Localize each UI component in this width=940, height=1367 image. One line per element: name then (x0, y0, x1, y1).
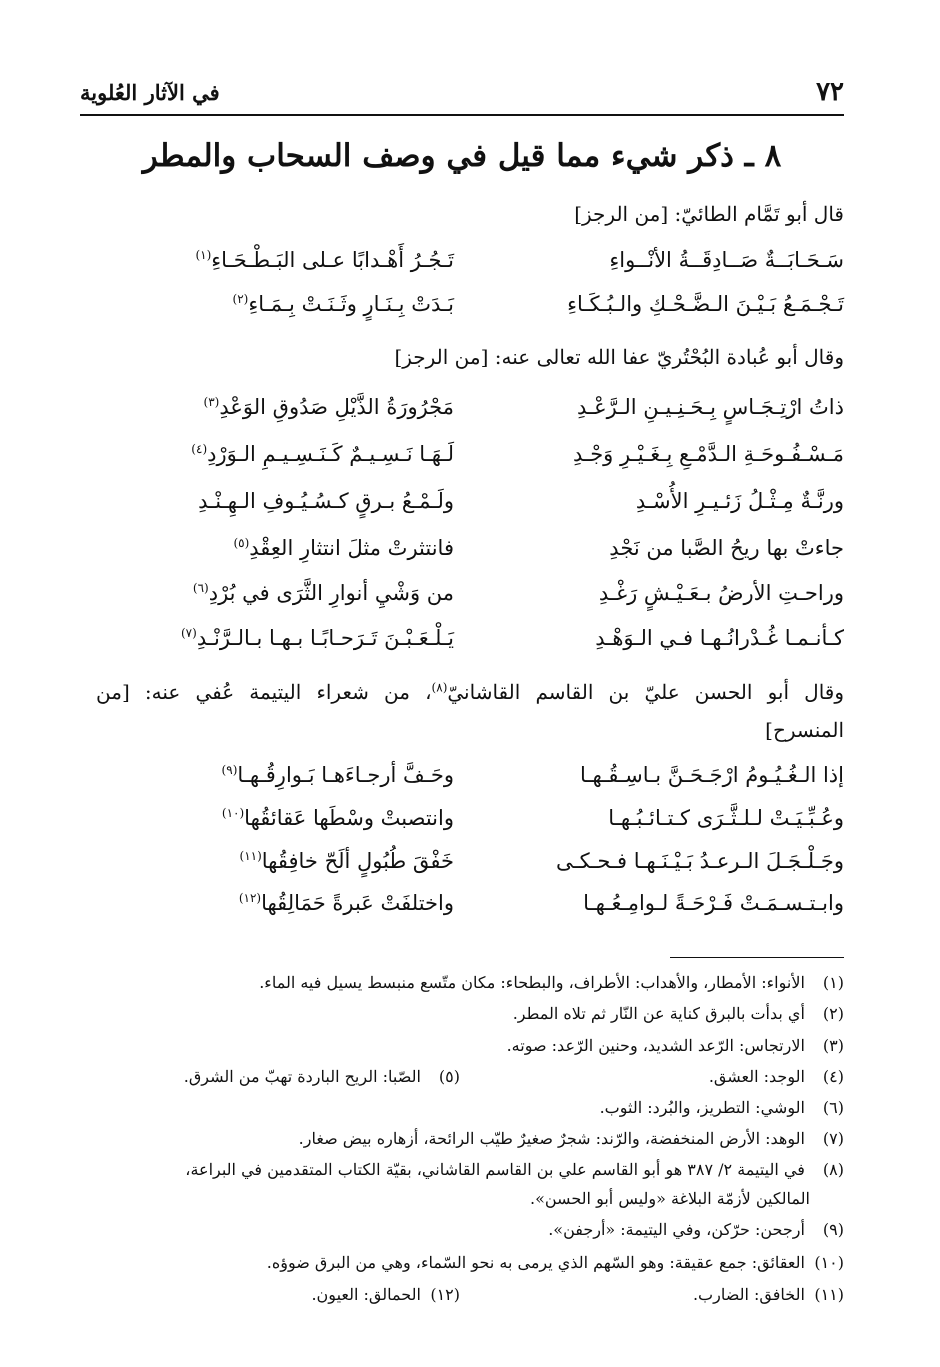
footnote-text: الأنواء: الأمطار، والأهداب: الأطراف، والبطحاء: مكان متّسع منبسط يسيل فيه الماء. (259, 973, 805, 992)
intro-buhturi: وقال أبو عُبادة البُحْتُريّ عفا الله تعالى عنه: [من الرجز] (394, 345, 844, 369)
footnote (70, 1067, 844, 1086)
section-title: ٨ ـ ذكر شيء مما قيل في وصف السحاب والمطر (142, 138, 782, 174)
footnote-number: (٨) (822, 1160, 844, 1179)
footnote-number: (٥) (438, 1067, 460, 1086)
verse (155, 626, 844, 666)
footnote (70, 1036, 844, 1055)
footnote-text: العقائق: جمع عقيقة: وهو السّهم الذي يرمى به نحو السّماء، وهي من البرق ضوؤه. (266, 1253, 805, 1272)
footnote-text: الخافق: الضارب. (692, 1285, 805, 1304)
running-title: في الآثار العُلوية (80, 79, 220, 105)
verse-first-hemistich: وجَـلْـجَـلَ الـرعـدُ بَـيْـنَـهـا فـحـكـى (555, 849, 844, 873)
footnote (70, 1004, 844, 1023)
footnote-text: أي بدأت بالبرق كناية عن النّار ثم تلاه المطر. (512, 1004, 805, 1023)
footnote (70, 1129, 844, 1148)
footnote-ref: (٨) (431, 680, 448, 695)
verse-second-hemistich: ولَـمْـعُ بـرقٍ كـسُـيُـوفِ الـهِـنْـدِ (198, 489, 454, 513)
intro-qashani-line2: المنسرح] (765, 718, 844, 742)
verse (155, 248, 844, 288)
verse-first-hemistich: جاءتْ بها ريحُ الصَّبا من نَجْدِ (609, 536, 844, 560)
footnote-ref: (٥) (233, 536, 250, 550)
intro-qashani (96, 680, 844, 704)
verse-second-hemistich: وحَـفَّ أرجـاءَهـا بَـوارِقُـهـا (237, 763, 454, 787)
footnote-separator (670, 957, 844, 958)
footnote-text: الارتجاس: الرّعد الشديد، وحنين الرّعد: صوته. (506, 1036, 805, 1055)
verse-second-hemistich: خَفْقَ طُبُولٍ ألَحّ خافِقُها (261, 849, 454, 873)
verse-first-hemistich: ذاتُ ارْتِـجَـاسٍ بِـحَـنِـيـنِ الـرَّعْـدِ (576, 395, 844, 419)
verse-first-hemistich: وعُـبِّـيَـتْ لـلـثَّـرَى كـتـائـبُـهـا (608, 806, 844, 830)
footnote-text: الحمالق: العيون. (311, 1285, 421, 1304)
verse-first-hemistich: تَـجْـمَـعُ بَـيْـنَ الـضَّـحْـكِ والـبُـكَـاءِ (567, 292, 844, 316)
footnote (70, 1160, 844, 1179)
footnote-ref: (٦) (192, 581, 209, 595)
verse-second-hemistich: وانتصبتْ وسْطَها عَقائقُها (244, 806, 454, 830)
page-number: ٧٢ (816, 77, 844, 107)
footnote-ref: (١١) (239, 849, 262, 863)
footnote-ref: (١٢) (238, 891, 262, 905)
footnote (70, 1098, 844, 1117)
footnote-ref: (٧) (180, 626, 197, 640)
intro-abu-tammam: قال أبو تَمَّام الطائيّ: [من الرجز] (574, 202, 844, 226)
verse-first-hemistich: وراحـتِ الأرضُ بـعَـيْـشٍ رَغْـدِ (598, 581, 844, 605)
footnote-ref: (١) (195, 248, 212, 262)
intro-text: وقال أبو الحسن عليّ بن القاسم القاشانيّ (447, 680, 845, 704)
footnote-ref: (١٠) (221, 806, 245, 820)
footnote (70, 1220, 844, 1239)
verse (155, 581, 844, 621)
verse-first-hemistich: سَـحَـابَــةٌ صَــادِقَــةُ الأنْــواءِ (609, 248, 844, 272)
footnote-number: (٢) (822, 1004, 844, 1023)
footnote-ref: (٣) (203, 395, 220, 409)
footnote-number: (٩) (822, 1220, 844, 1239)
footnote-number: (٣) (822, 1036, 844, 1055)
footnote-ref: (٩) (221, 763, 238, 777)
footnote (70, 1253, 844, 1272)
footnote-inline (184, 1067, 460, 1086)
footnote-number: (١٢) (430, 1285, 460, 1304)
verse (155, 442, 844, 482)
footnote-number: (٤) (822, 1067, 844, 1086)
footnote-ref: (٢) (232, 292, 249, 306)
verse (155, 891, 844, 931)
verse-second-hemistich: بَـدَتْ بِـنَـارٍ وثَـنَـتْ بِـمَـاءِ (248, 292, 454, 316)
footnote-text: الصّبا: الريح الباردة تهبّ من الشرق. (183, 1067, 421, 1086)
verse-first-hemistich: إذا الـغُـيُـومُ ارْجَـحَـنَّ بـاسِـقُـهـا (579, 763, 844, 787)
footnote-continuation: المالكين لأزمّة البلاغة «وليس أبو الحسن». (530, 1189, 810, 1208)
footnote-inline (311, 1285, 460, 1304)
intro-text-continued: ، من شعراء اليتيمة عُفي عنه: [من (96, 680, 432, 704)
footnote-number: (١٠) (814, 1253, 844, 1272)
verse (155, 395, 844, 435)
verse (155, 849, 844, 889)
footnote-text: الوجد: العشق. (708, 1067, 805, 1086)
verse-second-hemistich: تَـجُـرُ أَهْـدابًا عـلى البَـطْـحَـاءِ (211, 248, 454, 272)
verse-second-hemistich: من وَشْيِ أنوارِ الثَّرَى في بُرْدِ (208, 581, 454, 605)
footnote-number: (٦) (822, 1098, 844, 1117)
verse-first-hemistich: كـأنـمـا غُـدْرانُـهـا فـي الـوَهْـدِ (595, 626, 844, 650)
verse (155, 806, 844, 846)
verse (155, 292, 844, 332)
footnote-text: أرجحن: حرّكن، وفي اليتيمة: «أرجفن». (548, 1220, 805, 1239)
footnote-text: الوهد: الأرض المنخفضة، والرّند: شجرٌ صغيرٌ طيّب الرائحة، أزهاره بيض صغار. (298, 1129, 805, 1148)
footnote (70, 973, 844, 992)
verse-second-hemistich: مَجْرُورَةُ الذَّيْلِ صَدُوقِ الوَعْدِ (219, 395, 454, 419)
footnote-number: (١١) (814, 1285, 844, 1304)
verse-first-hemistich: وابـتـسـمَـتْ فَـرْحَـةً لـوامِـعُـهـا (583, 891, 844, 915)
verse-second-hemistich: فانتثرتْ مثلَ انتثارِ العِقْدِ (249, 536, 454, 560)
verse (155, 536, 844, 576)
verse-first-hemistich: ورنَّـةٌ مِـثْـلُ زَئـيـرِ الأُسْـدِ (635, 489, 844, 513)
verse-second-hemistich: يَـلْـعَـبْـنَ تَـرَحـابًـا بـهـا بـالـرَّنْـدِ (196, 626, 454, 650)
page-header (80, 70, 844, 116)
footnote (70, 1285, 844, 1304)
footnote-text: الوشي: التطريز، والبُرد: الثوب. (599, 1098, 805, 1117)
footnote-number: (١) (822, 973, 844, 992)
footnote-number: (٧) (822, 1129, 844, 1148)
verse-second-hemistich: لَـهَـا نَـسِـيـمٌ كَـنَـسِـيـمِ الـوَرْدِ (207, 442, 454, 466)
footnote-ref: (٤) (191, 442, 208, 456)
verse-first-hemistich: مَـسْـفُـوحَـةِ الـدَّمْـعِ بِـغَـيْـرِ وَجْـدِ (573, 442, 844, 466)
footnote-text: في اليتيمة ٢/ ٣٨٧ هو أبو القاسم علي بن القاسم القاشاني، بقيّة الكتاب المتقدمين في البراعة، (185, 1160, 805, 1179)
verse (155, 763, 844, 803)
verse (155, 489, 844, 529)
verse-second-hemistich: واختلفَتْ عَبرةً حَمَالِقُها (261, 891, 454, 915)
